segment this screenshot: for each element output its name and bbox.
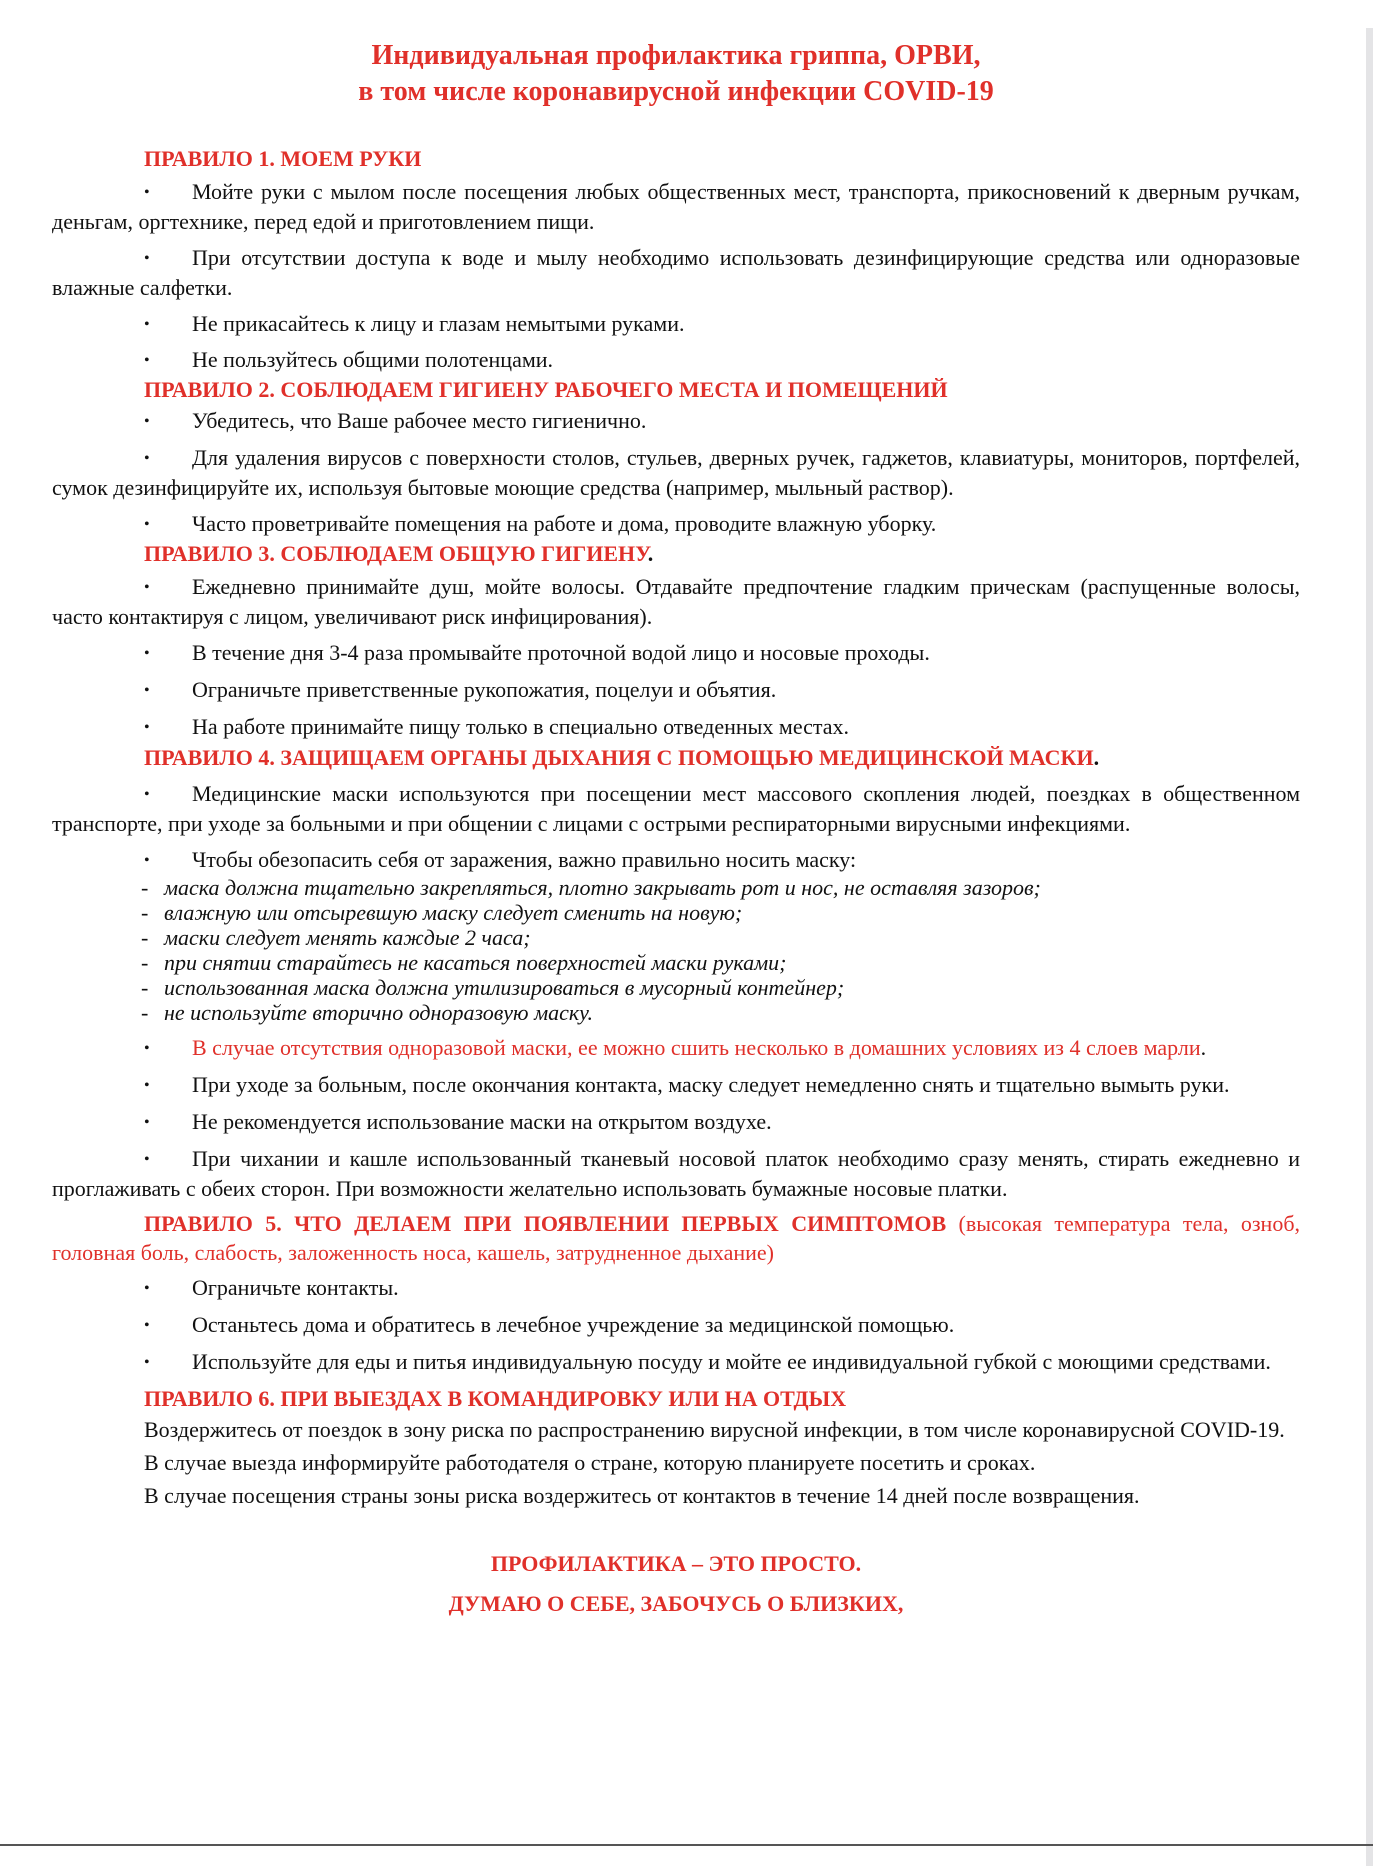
dash-item [52, 950, 1300, 975]
bullet-icon: • [144, 516, 150, 533]
dash-item [52, 1000, 1300, 1025]
rule-2-heading: ПРАВИЛО 2. СОБЛЮДАЕМ ГИГИЕНУ РАБОЧЕГО МЕСТА И ПОМЕЩЕНИЙ [144, 377, 948, 402]
list-item-text: В случае отсутствия одноразовой маски, ее можно сшить несколько в домашних условиях из 4 слоев марли [192, 1035, 1201, 1060]
dash-icon: - [141, 950, 149, 975]
bullet-icon: • [144, 1317, 150, 1334]
bullet-icon: • [144, 1040, 150, 1057]
document-title [52, 38, 1300, 110]
bullet-icon: • [144, 719, 150, 736]
list-item [52, 1107, 1300, 1137]
dash-icon: - [141, 975, 149, 1000]
bullet-icon: • [144, 316, 150, 333]
bullet-icon: • [144, 852, 150, 869]
list-item-text: Ограничьте приветственные рукопожатия, поцелуи и объятия. [192, 677, 777, 702]
paragraph: Воздержитесь от поездок в зону риска по распространению вирусной инфекции, в том числе коронавирусной COVID-19. [144, 1417, 1285, 1442]
bullet-icon: • [144, 352, 150, 369]
list-item [52, 1347, 1300, 1377]
list-item-text: При уходе за больным, после окончания контакта, маску следует немедленно снять и тщательно вымыть руки. [192, 1072, 1230, 1097]
list-item [52, 779, 1300, 838]
bullet-icon: • [144, 413, 150, 430]
list-item [52, 443, 1300, 502]
dash-icon: - [141, 1000, 149, 1025]
list-item [52, 845, 1300, 875]
list-item [52, 243, 1300, 302]
dash-item [52, 900, 1300, 925]
list-item-text: Для удаления вирусов с поверхности столов, стульев, дверных ручек, гаджетов, клавиатуры, мониторов, портфелей, сумок дезинфицируйте их, используя бытовые моющие средства (например, мыльный раствор). [52, 445, 1300, 500]
footer-line-2: ДУМАЮ О СЕБЕ, ЗАБОЧУСЬ О БЛИЗКИХ, [448, 1591, 904, 1616]
rule-1-section [52, 144, 1300, 375]
rule-3-heading-text: ПРАВИЛО 3. СОБЛЮДАЕМ ОБЩУЮ ГИГИЕНУ [144, 541, 648, 566]
bullet-icon: • [144, 1354, 150, 1371]
list-item [52, 1070, 1300, 1100]
list-item-text: В течение дня 3-4 раза промывайте проточной водой лицо и носовые проходы. [192, 640, 930, 665]
bullet-icon: • [144, 786, 150, 803]
list-item [52, 406, 1300, 436]
rule-1-heading: ПРАВИЛО 1. МОЕМ РУКИ [144, 146, 422, 171]
list-item-text: Останьтесь дома и обратитесь в лечебное учреждение за медицинской помощью. [192, 1312, 955, 1337]
list-item [52, 1273, 1300, 1303]
bullet-icon: • [144, 682, 150, 699]
title-line-2: в том числе коронавирусной инфекции COVID-19 [358, 76, 994, 107]
dash-item-text: использованная маска должна утилизироваться в мусорный контейнер; [164, 975, 845, 1000]
dash-item-text: маски следует менять каждые 2 часа; [164, 925, 531, 950]
rule-6-heading: ПРАВИЛО 6. ПРИ ВЫЕЗДАХ В КОМАНДИРОВКУ ИЛИ НА ОТДЫХ [144, 1386, 847, 1411]
dash-icon: - [141, 875, 149, 900]
list-item [52, 309, 1300, 339]
list-item-text: Не рекомендуется использование маски на открытом воздухе. [192, 1109, 772, 1134]
heading-period: . [647, 541, 654, 566]
list-item-text: При отсутствии доступа к воде и мылу необходимо использовать дезинфицирующие средства или одноразовые влажные салфетки. [52, 245, 1300, 300]
dash-item [52, 925, 1300, 950]
dash-item-text: влажную или отсыревшую маску следует сменить на новую; [164, 900, 743, 925]
list-item [52, 638, 1300, 668]
list-item-text: Используйте для еды и питья индивидуальную посуду и мойте ее индивидуальной губкой с моющими средствами. [192, 1349, 1271, 1374]
list-item-text: Ограничьте контакты. [192, 1275, 399, 1300]
list-item-text: Чтобы обезопасить себя от заражения, важно правильно носить маску: [192, 847, 857, 872]
list-item-text: Не прикасайтесь к лицу и глазам немытыми руками. [192, 311, 685, 336]
list-item [52, 177, 1300, 236]
list-item-text: При чихании и кашле использованный тканевый носовой платок необходимо сразу менять, стирать ежедневно и проглаживать с обеих сторон. При возможности желательно использовать бумажные носовые платки. [52, 1146, 1300, 1201]
bullet-icon: • [144, 1077, 150, 1094]
list-item [52, 675, 1300, 705]
list-item-text: Ежедневно принимайте душ, мойте волосы. Отдавайте предпочтение гладким прическам (распущенные волосы, часто контактируя с лицом, увеличивают риск инфицирования). [52, 574, 1300, 629]
dash-item [52, 975, 1300, 1000]
list-item [52, 572, 1300, 631]
list-item-text: Мойте руки с мылом после посещения любых общественных мест, транспорта, прикосновений к дверным ручкам, деньгам, оргтехнике, перед едой и приготовлением пищи. [52, 179, 1300, 234]
rule-4-heading-text: ПРАВИЛО 4. ЗАЩИЩАЕМ ОРГАНЫ ДЫХАНИЯ С ПОМОЩЬЮ МЕДИЦИНСКОЙ МАСКИ [144, 745, 1094, 770]
list-item-highlighted [52, 1033, 1300, 1063]
rule-3-heading [52, 539, 1300, 568]
bullet-icon: • [144, 250, 150, 267]
footer-slogan [52, 1544, 1300, 1624]
rule-4-heading [52, 742, 1300, 773]
list-item-text: Убедитесь, что Ваше рабочее место гигиенично. [192, 408, 647, 433]
page-break-line [0, 1844, 1373, 1846]
footer-line-1: ПРОФИЛАКТИКА – ЭТО ПРОСТО. [490, 1551, 862, 1576]
list-item [52, 1310, 1300, 1340]
dash-icon: - [141, 925, 149, 950]
bullet-icon: • [144, 184, 150, 201]
rule-5-heading-text: ПРАВИЛО 5. ЧТО ДЕЛАЕМ ПРИ ПОЯВЛЕНИИ ПЕРВЫХ СИМПТОМОВ [144, 1211, 947, 1236]
rule-6-section [52, 1384, 1300, 1510]
dash-item-text: маска должна тщательно закрепляться, плотно закрывать рот и нос, не оставляя зазоров; [164, 875, 1041, 900]
page-edge [1366, 28, 1373, 1866]
bullet-icon: • [144, 645, 150, 662]
paragraph: В случае выезда информируйте работодателя о стране, которую планируете посетить и сроках. [144, 1450, 1036, 1475]
heading-period: . [1093, 745, 1100, 770]
list-item-text: Медицинские маски используются при посещении мест массового скопления людей, поездках в общественном транспорте, при уходе за больными и при общении с лицами с острыми респираторными вирусными инфекциями. [52, 781, 1300, 836]
title-line-1: Индивидуальная профилактика гриппа, ОРВИ, [371, 40, 981, 71]
rule-3-section [52, 539, 1300, 742]
dash-icon: - [141, 900, 149, 925]
rule-5-section [52, 1209, 1300, 1377]
dash-item-text: при снятии старайтесь не касаться поверхностей маски руками; [164, 950, 787, 975]
rule-4-section [52, 742, 1300, 1203]
list-item [52, 712, 1300, 742]
bullet-icon: • [144, 1280, 150, 1297]
list-item [52, 345, 1300, 375]
mask-rules-list [52, 875, 1300, 1025]
bullet-icon: • [144, 1151, 150, 1168]
dash-item-text: не используйте вторично одноразовую маску. [164, 1000, 594, 1025]
list-item-period: . [1200, 1035, 1207, 1060]
list-item [52, 1144, 1300, 1203]
rule-5-symptoms-note: (высокая температура тела, озноб, головная боль, слабость, заложенность носа, кашель, затрудненное дыхание) [52, 1211, 1301, 1265]
bullet-icon: • [144, 579, 150, 596]
list-item-text: Не пользуйтесь общими полотенцами. [192, 347, 554, 372]
dash-item [52, 875, 1300, 900]
bullet-icon: • [144, 450, 150, 467]
list-item [52, 509, 1300, 539]
document-page [52, 0, 1300, 1624]
bullet-icon: • [144, 1114, 150, 1131]
list-item-text: На работе принимайте пищу только в специально отведенных местах. [192, 714, 850, 739]
rule-2-section [52, 375, 1300, 539]
rule-5-heading [52, 1209, 1300, 1267]
paragraph: В случае посещения страны зоны риска воздержитесь от контактов в течение 14 дней после возвращения. [144, 1483, 1140, 1508]
list-item-text: Часто проветривайте помещения на работе и дома, проводите влажную уборку. [192, 511, 937, 536]
